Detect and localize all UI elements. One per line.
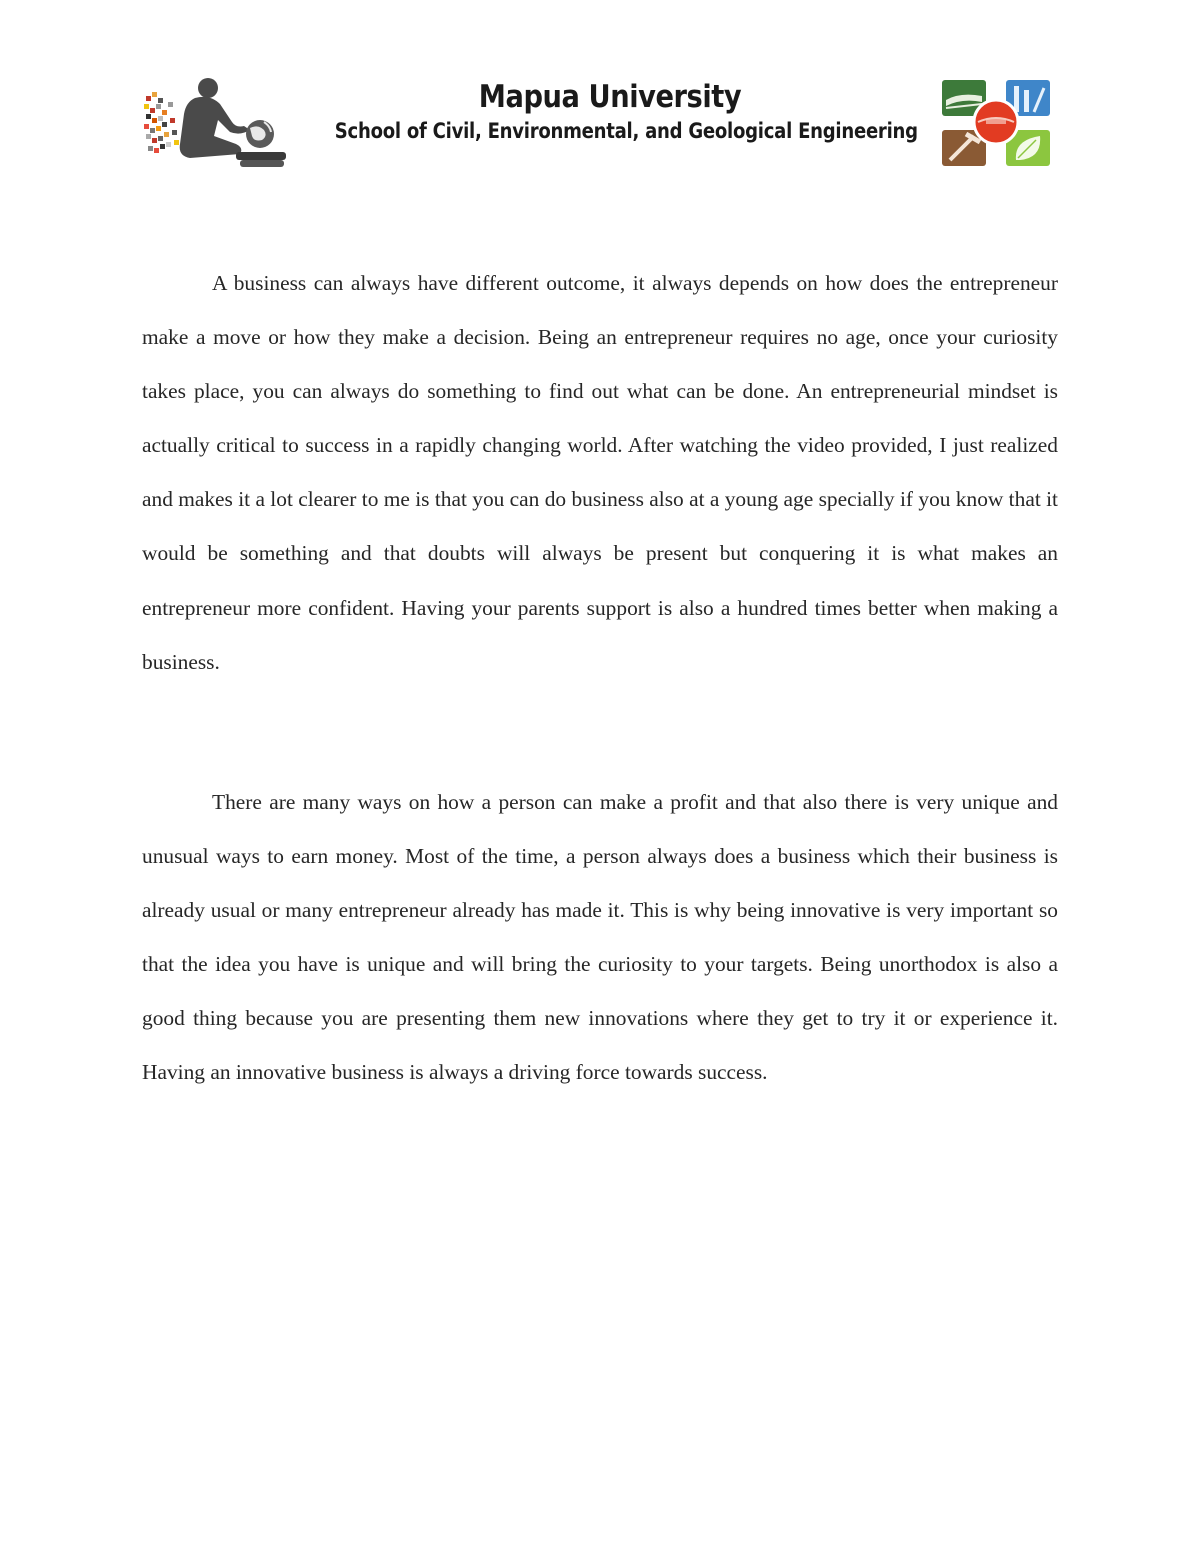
globe [246, 120, 274, 148]
pixel-mosaic [144, 92, 179, 153]
body-paragraph-2: There are many ways on how a person can make a profit and that also there is very unique and unusual ways to earn money. Most of the time, a person always does a business which their business is already usual or many entrepreneur already has made it. This is why being innovative is very important so that the idea you have is unique and will bring the curiosity to your targets. Being unorthodox is also a good thing because you are presenting them new innovations where they get to try it or experience it. Having an innovative business is always a driving force towards success. [142, 790, 1058, 1085]
figure-with-globe-logo-icon [140, 74, 290, 174]
university-name: Mapua University [478, 79, 742, 115]
books [236, 152, 286, 167]
department-emblem-icon [940, 78, 1052, 168]
school-name: School of Civil, Environmental, and Geological Engineering [334, 119, 918, 143]
seated-figure [180, 78, 250, 158]
body-paragraph-1: A business can always have different outcome, it always depends on how does the entrepreneur make a move or how they make a decision. Being an entrepreneur requires no age, once your curiosity takes place, you can always do something to find out what can be done. An entrepreneurial mindset is actually critical to success in a rapidly changing world. After watching the video provided, I just realized and makes it a lot clearer to me is that you can do business also at a young age specially if you know that it would be something and that doubts will always be present but conquering it is what makes an entrepreneur more confident. Having your parents support is also a hundred times better when making a business. [142, 271, 1058, 674]
letterhead-titles [290, 78, 930, 144]
letterhead [140, 70, 1060, 180]
emblem-center-circle [974, 100, 1018, 144]
